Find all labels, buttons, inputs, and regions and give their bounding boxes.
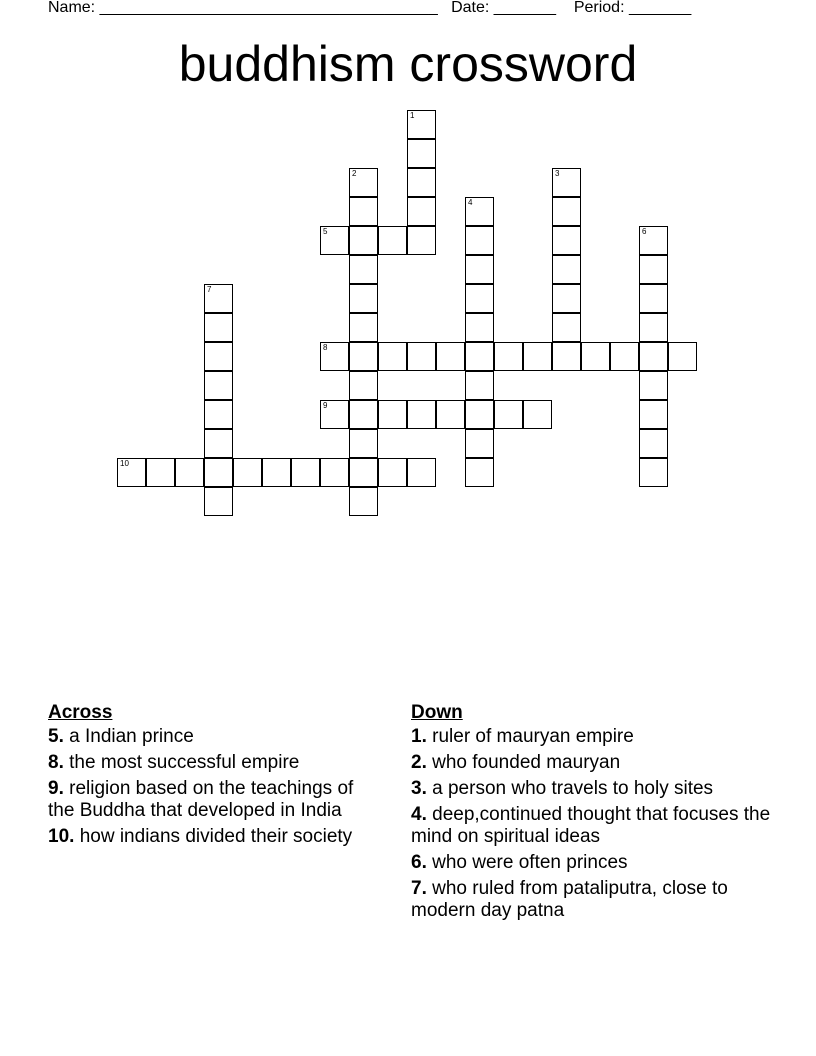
clue-number: 8. (48, 752, 64, 773)
crossword-cell[interactable] (320, 342, 349, 371)
clue-number: 4. (411, 804, 427, 825)
clue-across-5 (48, 726, 368, 748)
clue-number-label: 10 (120, 459, 129, 468)
crossword-cell[interactable] (552, 255, 581, 284)
crossword-cell[interactable] (465, 284, 494, 313)
clue-text: deep,continued thought that focuses the mind on spiritual ideas (411, 804, 771, 847)
crossword-cell[interactable] (552, 197, 581, 226)
clue-down-6 (411, 852, 781, 874)
crossword-cell[interactable] (552, 284, 581, 313)
crossword-cell[interactable] (378, 342, 407, 371)
clue-down-3 (411, 778, 781, 800)
crossword-cell[interactable] (204, 342, 233, 371)
crossword-cell[interactable] (639, 313, 668, 342)
clue-number-label: 1 (410, 111, 415, 120)
clue-across-9 (48, 778, 368, 822)
clue-text: a Indian prince (63, 726, 194, 747)
crossword-cell[interactable] (320, 458, 349, 487)
crossword-cell[interactable] (465, 371, 494, 400)
crossword-cell[interactable] (523, 400, 552, 429)
clue-number-label: 5 (323, 227, 328, 236)
clue-text: the most successful empire (63, 752, 300, 773)
crossword-cell[interactable] (117, 458, 146, 487)
clue-down-4 (411, 804, 781, 848)
crossword-cell[interactable] (349, 400, 378, 429)
clue-number-label: 2 (352, 169, 357, 178)
crossword-cell[interactable] (349, 168, 378, 197)
crossword-cell[interactable] (581, 342, 610, 371)
crossword-cell[interactable] (639, 429, 668, 458)
crossword-cell[interactable] (349, 458, 378, 487)
crossword-cell[interactable] (204, 429, 233, 458)
clue-number: 1. (411, 726, 427, 747)
crossword-cell[interactable] (523, 342, 552, 371)
clue-text: who were often princes (426, 852, 628, 873)
clue-number: 2. (411, 752, 427, 773)
crossword-cell[interactable] (639, 371, 668, 400)
clue-down-1 (411, 726, 781, 748)
crossword-cell[interactable] (378, 400, 407, 429)
clue-text: who ruled from pataliputra, close to modern day patna (411, 878, 728, 921)
name-field[interactable]: Name: ______________________________________ (48, 0, 438, 16)
crossword-cell[interactable] (378, 458, 407, 487)
crossword-cell[interactable] (465, 226, 494, 255)
crossword-cell[interactable] (407, 458, 436, 487)
crossword-cell[interactable] (320, 400, 349, 429)
crossword-cell[interactable] (639, 458, 668, 487)
clue-number-label: 6 (642, 227, 647, 236)
period-field[interactable]: Period: _______ (573, 0, 692, 16)
crossword-cell[interactable] (465, 255, 494, 284)
crossword-cell[interactable] (436, 400, 465, 429)
down-clues (411, 702, 781, 926)
crossword-cell[interactable] (349, 284, 378, 313)
crossword-cell[interactable] (204, 458, 233, 487)
crossword-cell[interactable] (668, 342, 697, 371)
crossword-cell[interactable] (552, 342, 581, 371)
clue-number-label: 7 (207, 285, 212, 294)
crossword-cell[interactable] (552, 168, 581, 197)
crossword-cell[interactable] (465, 429, 494, 458)
clue-number: 3. (411, 778, 427, 799)
clue-number: 7. (411, 878, 427, 899)
crossword-cell[interactable] (639, 255, 668, 284)
clue-number-label: 4 (468, 198, 473, 207)
down-heading: Down (411, 702, 463, 723)
crossword-cell[interactable] (204, 487, 233, 516)
clue-number-label: 9 (323, 401, 328, 410)
crossword-cell[interactable] (436, 342, 465, 371)
crossword-cell[interactable] (175, 458, 204, 487)
crossword-cell[interactable] (465, 313, 494, 342)
crossword-cell[interactable] (639, 400, 668, 429)
clue-across-10 (48, 826, 368, 848)
crossword-cell[interactable] (233, 458, 262, 487)
clue-down-7 (411, 878, 781, 922)
crossword-cell[interactable] (639, 342, 668, 371)
clue-text: a person who travels to holy sites (426, 778, 714, 799)
crossword-cell[interactable] (146, 458, 175, 487)
crossword-cell[interactable] (349, 342, 378, 371)
across-heading: Across (48, 702, 113, 723)
crossword-cell[interactable] (349, 487, 378, 516)
date-field[interactable]: Date: _______ (451, 0, 557, 16)
clue-number: 9. (48, 778, 64, 799)
clue-number-label: 8 (323, 343, 328, 352)
clue-number: 5. (48, 726, 64, 747)
crossword-cell[interactable] (349, 371, 378, 400)
clue-text: who founded mauryan (426, 752, 621, 773)
clue-across-8 (48, 752, 368, 774)
crossword-cell[interactable] (349, 255, 378, 284)
crossword-cell[interactable] (552, 313, 581, 342)
clue-text: religion based on the teachings of the Buddha that developed in India (48, 778, 354, 821)
crossword-cell[interactable] (465, 400, 494, 429)
crossword-cell[interactable] (407, 342, 436, 371)
crossword-cell[interactable] (291, 458, 320, 487)
crossword-cell[interactable] (204, 284, 233, 313)
crossword-cell[interactable] (349, 429, 378, 458)
clue-text: how indians divided their society (74, 826, 353, 847)
crossword-cell[interactable] (204, 371, 233, 400)
crossword-cell[interactable] (465, 458, 494, 487)
crossword-cell[interactable] (552, 226, 581, 255)
crossword-cell[interactable] (320, 226, 349, 255)
crossword-cell[interactable] (465, 342, 494, 371)
clue-number: 10. (48, 826, 75, 847)
crossword-cell[interactable] (639, 226, 668, 255)
crossword-cell[interactable] (262, 458, 291, 487)
across-clues (48, 702, 368, 852)
crossword-cell[interactable] (407, 139, 436, 168)
crossword-cell[interactable] (349, 226, 378, 255)
crossword-cell[interactable] (494, 400, 523, 429)
page-title: buddhism crossword (178, 36, 638, 92)
clue-text: ruler of mauryan empire (426, 726, 634, 747)
clue-number: 6. (411, 852, 427, 873)
crossword-cell[interactable] (407, 168, 436, 197)
clue-number-label: 3 (555, 169, 560, 178)
crossword-cell[interactable] (378, 226, 407, 255)
clue-down-2 (411, 752, 781, 774)
crossword-cell[interactable] (204, 400, 233, 429)
crossword-cell[interactable] (349, 313, 378, 342)
crossword-cell[interactable] (407, 197, 436, 226)
crossword-cell[interactable] (610, 342, 639, 371)
crossword-cell[interactable] (639, 284, 668, 313)
crossword-cell[interactable] (407, 400, 436, 429)
crossword-cell[interactable] (494, 342, 523, 371)
crossword-cell[interactable] (407, 110, 436, 139)
crossword-cell[interactable] (204, 313, 233, 342)
crossword-cell[interactable] (407, 226, 436, 255)
crossword-cell[interactable] (465, 197, 494, 226)
crossword-cell[interactable] (349, 197, 378, 226)
